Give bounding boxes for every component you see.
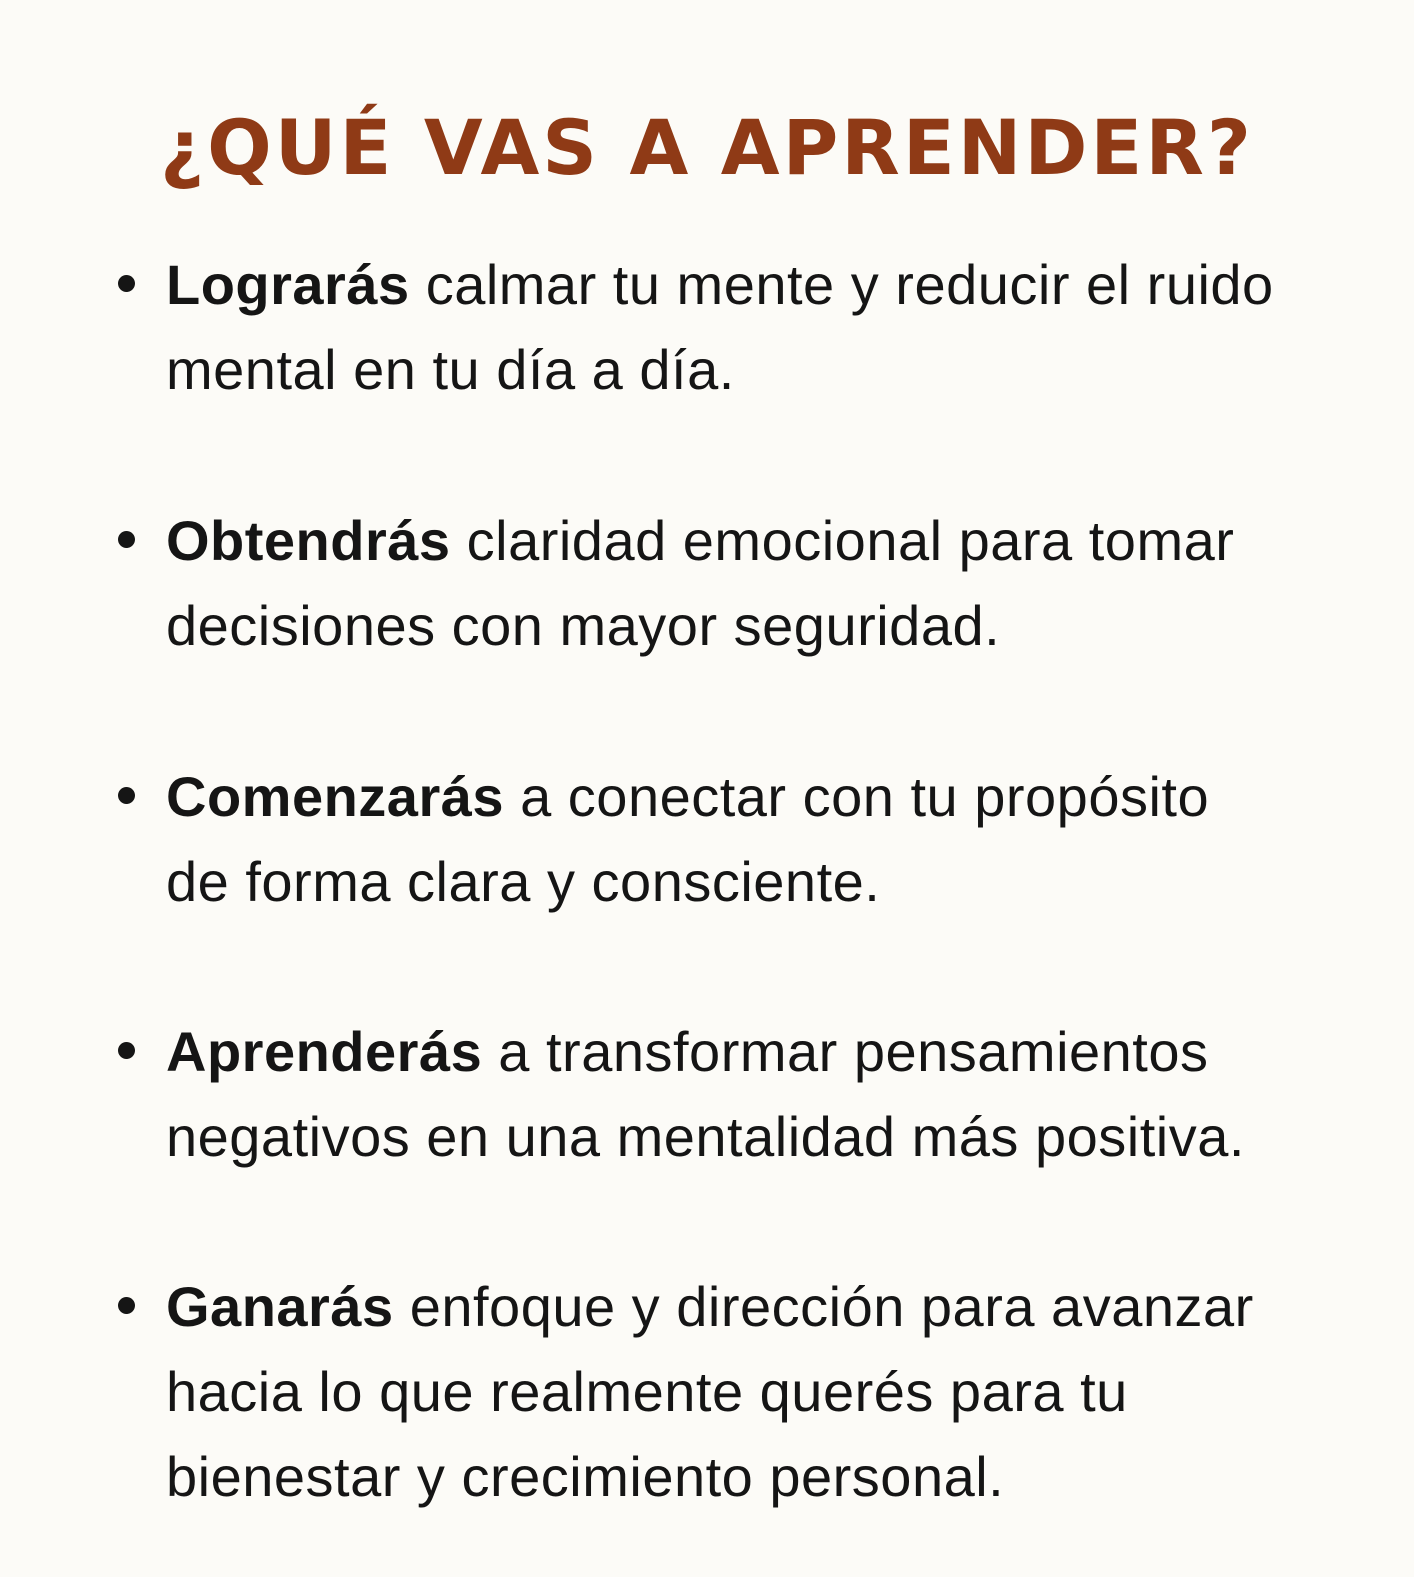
list-item-line2: mental en tu día a día. <box>166 338 735 401</box>
list-item-text <box>166 1264 1366 1519</box>
list-item-line1: claridad emocional para tomar <box>450 509 1235 572</box>
list-item-line1: a transformar pensamientos <box>482 1020 1209 1083</box>
bullet-icon <box>118 275 135 292</box>
bullet-icon <box>118 1042 135 1059</box>
list-item-text <box>166 242 1366 412</box>
list-item-bold-verb: Obtendrás <box>166 509 451 572</box>
list-item-bold-verb: Comenzarás <box>166 765 505 828</box>
bullet-icon <box>118 1297 135 1314</box>
list-item-line3: bienestar y crecimiento personal. <box>166 1445 1005 1508</box>
list-item-line2: hacia lo que realmente querés para tu <box>166 1360 1128 1423</box>
page-title: ¿QUÉ VAS A APRENDER? <box>160 103 1254 192</box>
list-item-text <box>166 1009 1366 1179</box>
list-item-line2: decisiones con mayor seguridad. <box>166 594 1001 657</box>
list-item-line2: negativos en una mentalidad más positiva. <box>166 1105 1245 1168</box>
bullet-icon <box>118 787 135 804</box>
list-item-bold-verb: Aprenderás <box>166 1020 483 1083</box>
list-item-line1: a conectar con tu propósito <box>504 765 1210 828</box>
list-item-text <box>166 498 1366 668</box>
list-item-text <box>166 754 1366 924</box>
list-item-line2: de forma clara y consciente. <box>166 850 881 913</box>
list-item-bold-verb: Lograrás <box>166 253 410 316</box>
list-item-bold-verb: Ganarás <box>166 1275 394 1338</box>
bullet-icon <box>118 531 135 548</box>
list-item-line1: calmar tu mente y reducir el ruido <box>409 253 1274 316</box>
list-item-line1: enfoque y dirección para avanzar <box>393 1275 1254 1338</box>
